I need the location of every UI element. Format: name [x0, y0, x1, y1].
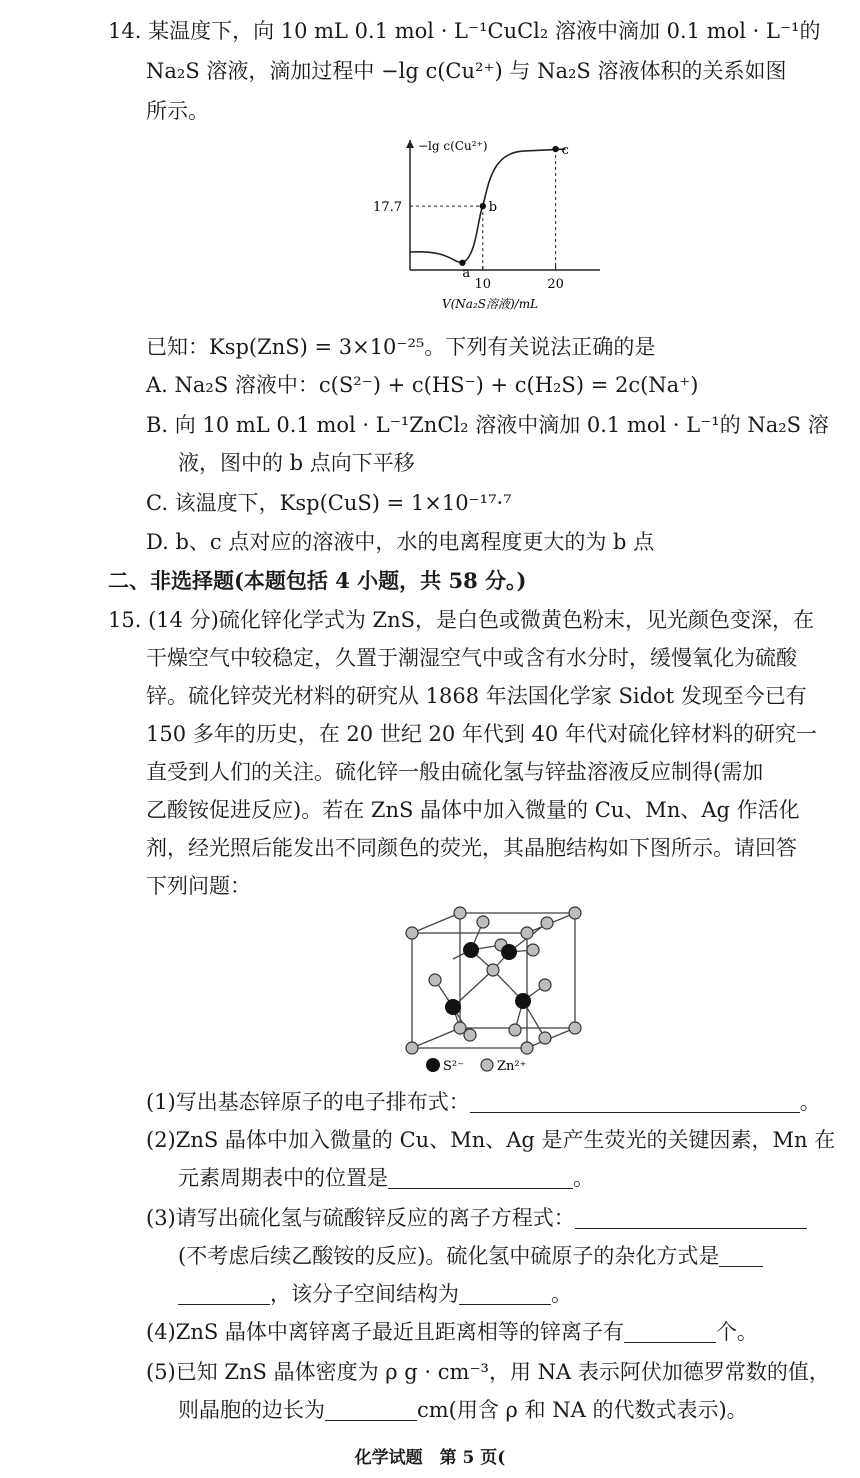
q14-line-2: Na₂S 溶液，滴加过程中 −lg c(Cu²⁺) 与 Na₂S 溶液体积的关系如图	[146, 59, 787, 83]
q15-line-7: 剂，经光照后能发出不同颜色的荧光，其晶胞结构如下图所示。请回答	[146, 836, 797, 860]
point-label-a: a	[462, 265, 471, 281]
q14-known: 已知：Ksp(ZnS) = 3×10⁻²⁵。下列有关说法正确的是	[146, 335, 656, 359]
zn-ions	[406, 907, 581, 1054]
q15-sub4-text: (4)ZnS 晶体中离锌离子最近且距离相等的锌离子有	[146, 1320, 624, 1344]
point-label-b: b	[488, 200, 498, 216]
point-label-c: c	[561, 143, 569, 159]
q15-sub4-end: 个。	[715, 1320, 758, 1344]
q15-line-1: 15. (14 分)硫化锌化学式为 ZnS，是白色或微黄色粉末，见光颜色变深，在	[108, 608, 815, 632]
q15-line-6: 乙酸铵促进反应)。若在 ZnS 晶体中加入微量的 Cu、Mn、Ag 作活化	[146, 798, 800, 822]
answer-blank-3c[interactable]	[459, 1282, 551, 1305]
zns-unit-cell-diagram	[395, 905, 595, 1080]
q14-line-1: 14. 某温度下，向 10 mL 0.1 mol · L⁻¹CuCl₂ 溶液中滴加 0.1 mol · L⁻¹的	[108, 19, 821, 43]
titration-curve	[410, 149, 566, 263]
q15-line-4: 150 多年的历史，在 20 世纪 20 年代到 40 年代对硫化锌材料的研究一	[146, 722, 817, 746]
cell-back-face	[460, 913, 575, 1028]
s-ions	[445, 942, 531, 1015]
period-1: 。	[799, 1090, 821, 1114]
legend-s-marker	[426, 1058, 440, 1072]
q15-line-5: 直受到人们的关注。硫化锌一般由硫化氢与锌盐溶液反应制得(需加	[146, 760, 764, 784]
legend-s-label: S²⁻	[443, 1059, 464, 1074]
x-tick-label: 10	[474, 277, 492, 292]
q15-sub5-text-c: cm(用含 ρ 和 NA 的代数式表示)。	[417, 1398, 748, 1422]
q15-line-3: 锌。硫化锌荧光材料的研究从 1868 年法国化学家 Sidot 发现至今已有	[146, 684, 807, 708]
answer-blank-4[interactable]	[624, 1320, 716, 1343]
answer-blank-3b-end[interactable]	[178, 1282, 270, 1305]
q14-option-a: A. Na₂S 溶液中：c(S²⁻) + c(HS⁻) + c(H₂S) = 2c(Na⁺)	[146, 373, 699, 397]
point-b	[480, 203, 486, 209]
chart-layer	[373, 139, 600, 311]
q15-sub1-text: (1)写出基态锌原子的电子排布式：	[146, 1090, 470, 1114]
period-3: 。	[551, 1282, 572, 1306]
page-footer: 化学试题 第 5 页(	[354, 1448, 506, 1468]
q15-sub3-line-1	[146, 1203, 807, 1233]
y-axis-arrow	[406, 140, 414, 148]
q15-line-2: 干燥空气中较稳定，久置于潮湿空气中或含有水分时，缓慢氧化为硫酸	[146, 646, 797, 670]
q15-sub3-text-c: ，该分子空间结构为	[270, 1282, 459, 1306]
q15-sub3-line-3	[178, 1279, 572, 1309]
q15-line-8: 下列问题：	[146, 874, 251, 898]
section-2-heading: 二、非选择题(本题包括 4 小题，共 58 分。)	[108, 568, 527, 593]
q15-sub1	[146, 1087, 821, 1117]
titration-curve-chart	[340, 130, 640, 325]
q14-option-d: D. b、c 点对应的溶液中，水的电离程度更大的为 b 点	[146, 530, 655, 554]
q15-sub5-line-1: (5)已知 ZnS 晶体密度为 ρ g · cm⁻³，用 NA 表示阿伏加德罗常数的值，	[146, 1360, 830, 1384]
legend-zn-marker	[481, 1059, 493, 1071]
point-c	[552, 146, 558, 152]
answer-blank-2[interactable]	[388, 1166, 573, 1189]
q14-option-b-line-1: B. 向 10 mL 0.1 mol · L⁻¹ZnCl₂ 溶液中滴加 0.1 mol · L⁻¹的 Na₂S 溶	[146, 413, 829, 437]
q14-line-3: 所示。	[146, 99, 209, 123]
q14-option-c: C. 该温度下，Ksp(CuS) = 1×10⁻¹⁷·⁷	[146, 491, 512, 515]
q15-sub5-text-b: 则晶胞的边长为	[178, 1398, 325, 1422]
period-2: 。	[573, 1166, 594, 1190]
q15-sub2-line-1: (2)ZnS 晶体中加入微量的 Cu、Mn、Ag 是产生荧光的关键因素，Mn 在	[146, 1128, 836, 1152]
answer-blank-1[interactable]	[470, 1090, 800, 1113]
legend-zn-label: Zn²⁺	[497, 1059, 527, 1074]
y-tick-label: 17.7	[373, 200, 402, 216]
q15-sub5-line-2	[178, 1395, 748, 1425]
q15-sub2-text: 元素周期表中的位置是	[178, 1166, 388, 1190]
q15-sub2-line-2	[178, 1163, 594, 1193]
q15-sub3-text-b: (不考虑后续乙酸铵的反应)。硫化氢中硫原子的杂化方式是	[178, 1244, 720, 1268]
x-tick-label: 20	[547, 277, 564, 292]
q15-sub3-text-a: (3)请写出硫化氢与硫酸锌反应的离子方程式：	[146, 1206, 575, 1230]
y-axis-label: −lg c(Cu²⁺)	[418, 139, 488, 153]
q14-option-b-line-2: 液，图中的 b 点向下平移	[178, 451, 415, 475]
q15-sub4	[146, 1317, 758, 1347]
x-axis-label: V(Na₂S溶液)/mL	[441, 297, 539, 311]
answer-blank-3a[interactable]	[575, 1206, 807, 1229]
answer-blank-3b-start[interactable]	[719, 1244, 763, 1267]
q15-sub3-line-2	[178, 1241, 763, 1271]
answer-blank-5[interactable]	[325, 1398, 417, 1421]
